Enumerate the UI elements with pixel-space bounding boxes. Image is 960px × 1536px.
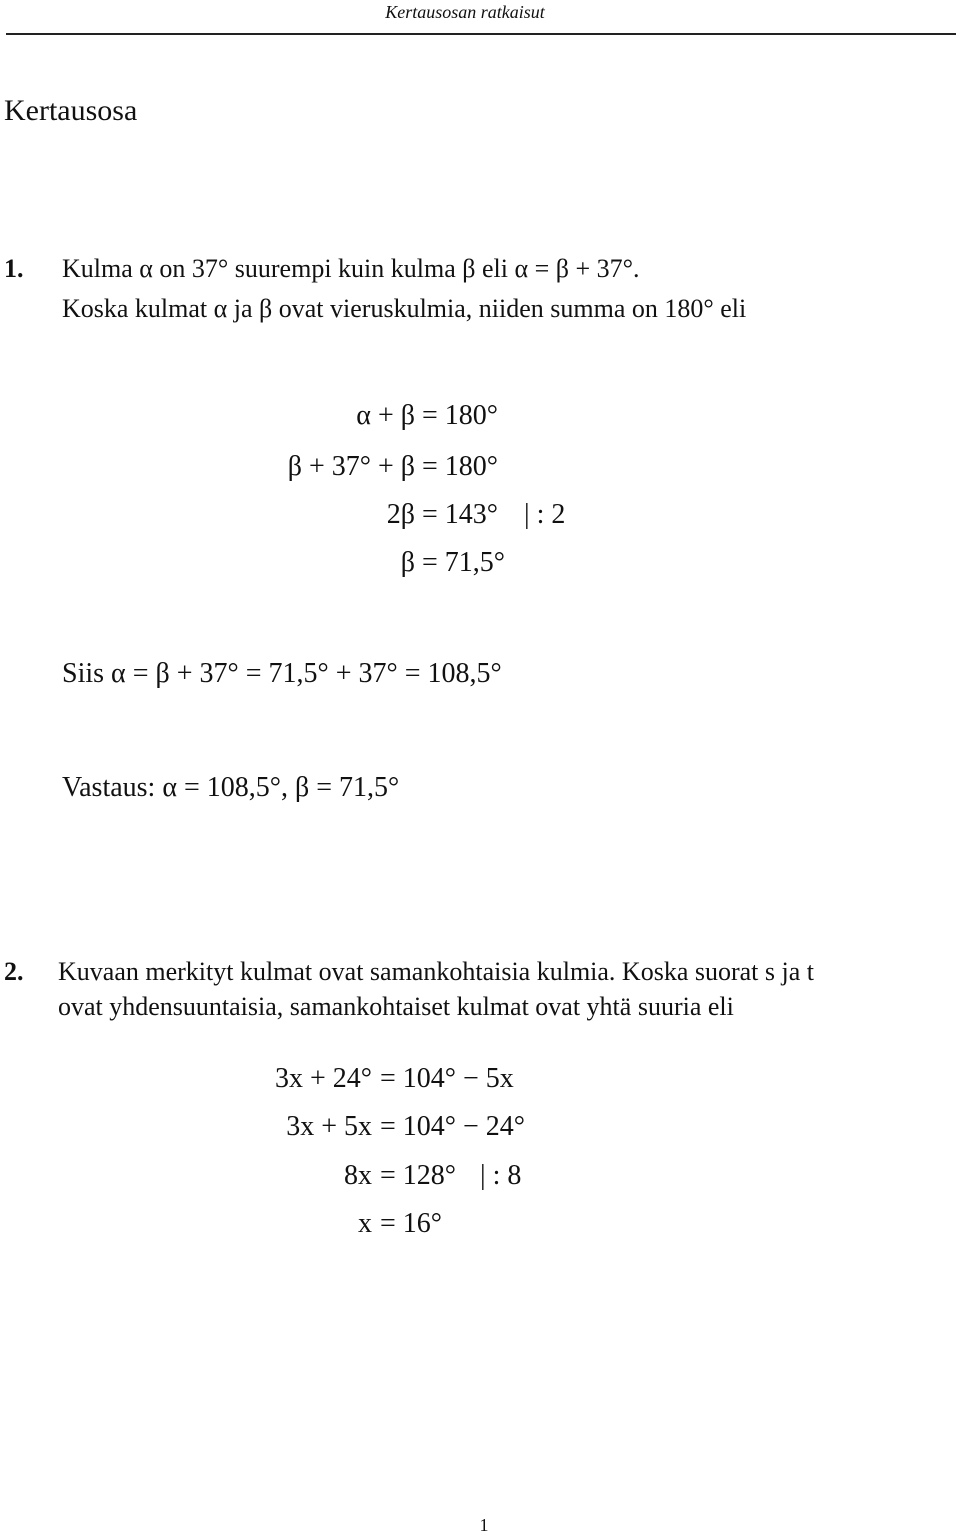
equation-note: | : 8 bbox=[480, 1160, 522, 1191]
equation-lhs: 3x + 24° bbox=[275, 1063, 372, 1094]
equation-lhs: 2β bbox=[386, 499, 415, 530]
equation-rhs: = 104° − 24° bbox=[380, 1111, 525, 1142]
equation-note: | : 2 bbox=[524, 499, 566, 530]
equation-lhs: 8x bbox=[344, 1160, 372, 1191]
running-header: Kertausosan ratkaisut bbox=[385, 2, 545, 22]
equation-rhs: = 180° bbox=[422, 400, 498, 431]
equation-rhs: = 180° bbox=[422, 451, 498, 482]
problem-1-conclusion: Siis α = β + 37° = 71,5° + 37° = 108,5° bbox=[62, 658, 502, 689]
equation-rhs: = 104° − 5x bbox=[380, 1063, 514, 1094]
problem-2-line-2: ovat yhdensuuntaisia, samankohtaiset kulmat ovat yhtä suuria eli bbox=[58, 992, 734, 1021]
problem-1-line-2: Koska kulmat α ja β ovat vieruskulmia, niiden summa on 180° eli bbox=[62, 294, 747, 323]
page-number: 1 bbox=[479, 1515, 489, 1535]
section-title: Kertausosa bbox=[4, 94, 138, 127]
equation-lhs: 3x + 5x bbox=[286, 1111, 372, 1142]
header-rule bbox=[6, 33, 956, 35]
equation-rhs: = 128° bbox=[380, 1160, 456, 1191]
equation-lhs: β + 37° + β bbox=[287, 451, 415, 482]
problem-1-line-1: Kulma α on 37° suurempi kuin kulma β eli α = β + 37°. bbox=[62, 254, 640, 283]
problem-2-number: 2. bbox=[4, 957, 24, 986]
equation-lhs: x bbox=[358, 1208, 372, 1239]
equation-rhs: = 16° bbox=[380, 1208, 442, 1239]
equation-rhs: = 71,5° bbox=[422, 547, 505, 578]
problem-2-line-1: Kuvaan merkityt kulmat ovat samankohtaisia kulmia. Koska suorat s ja t bbox=[58, 957, 815, 986]
equation-lhs: α + β bbox=[356, 400, 415, 431]
problem-1-answer: Vastaus: α = 108,5°, β = 71,5° bbox=[62, 772, 400, 803]
equation-rhs: = 143° bbox=[422, 499, 498, 530]
problem-1-number: 1. bbox=[4, 254, 24, 283]
equation-lhs: β bbox=[400, 547, 415, 578]
